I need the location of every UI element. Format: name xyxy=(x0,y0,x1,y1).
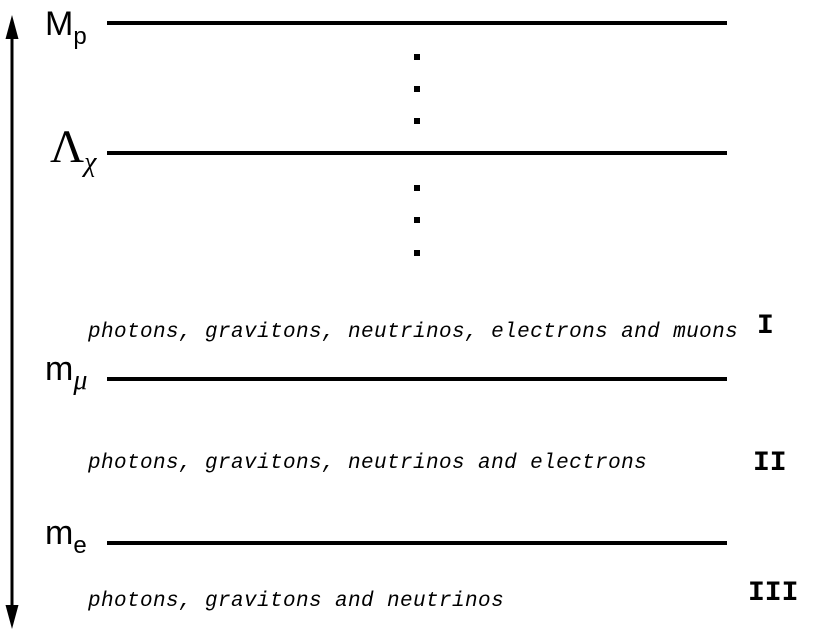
ellipsis-dot xyxy=(414,118,420,124)
level-label-planck xyxy=(45,7,87,49)
level-subscript: e xyxy=(73,532,87,559)
level-label-chiral xyxy=(50,121,97,178)
level-symbol: Λ xyxy=(50,121,85,173)
arrow-up-head-icon xyxy=(6,15,19,39)
level-line-electron xyxy=(107,541,727,545)
ellipsis-dot xyxy=(414,185,420,191)
ellipsis-dot xyxy=(414,54,420,60)
ellipsis-dot xyxy=(414,86,420,92)
arrow-down-head-icon xyxy=(6,605,19,629)
level-line-planck xyxy=(107,21,727,25)
region-particles-1: photons, gravitons, neutrinos, electrons and muons xyxy=(88,321,739,344)
region-particles-2: photons, gravitons, neutrinos and electrons xyxy=(88,452,648,475)
region-numeral-1: I xyxy=(757,311,774,342)
level-symbol: m xyxy=(45,350,74,388)
ellipsis-dot xyxy=(414,250,420,256)
level-subscript: χ xyxy=(84,147,97,178)
level-line-muon xyxy=(107,377,727,381)
level-subscript: μ xyxy=(73,365,88,396)
level-label-muon xyxy=(45,352,87,395)
level-label-electron xyxy=(45,516,87,558)
energy-axis-arrow xyxy=(0,0,30,631)
region-numeral-2: II xyxy=(753,448,787,479)
level-symbol: M xyxy=(45,5,74,43)
region-numeral-3: III xyxy=(748,578,799,609)
level-subscript: p xyxy=(73,23,87,50)
level-symbol: m xyxy=(45,514,74,552)
ellipsis-dot xyxy=(414,217,420,223)
region-particles-3: photons, gravitons and neutrinos xyxy=(88,590,505,613)
level-line-chiral xyxy=(107,151,727,155)
